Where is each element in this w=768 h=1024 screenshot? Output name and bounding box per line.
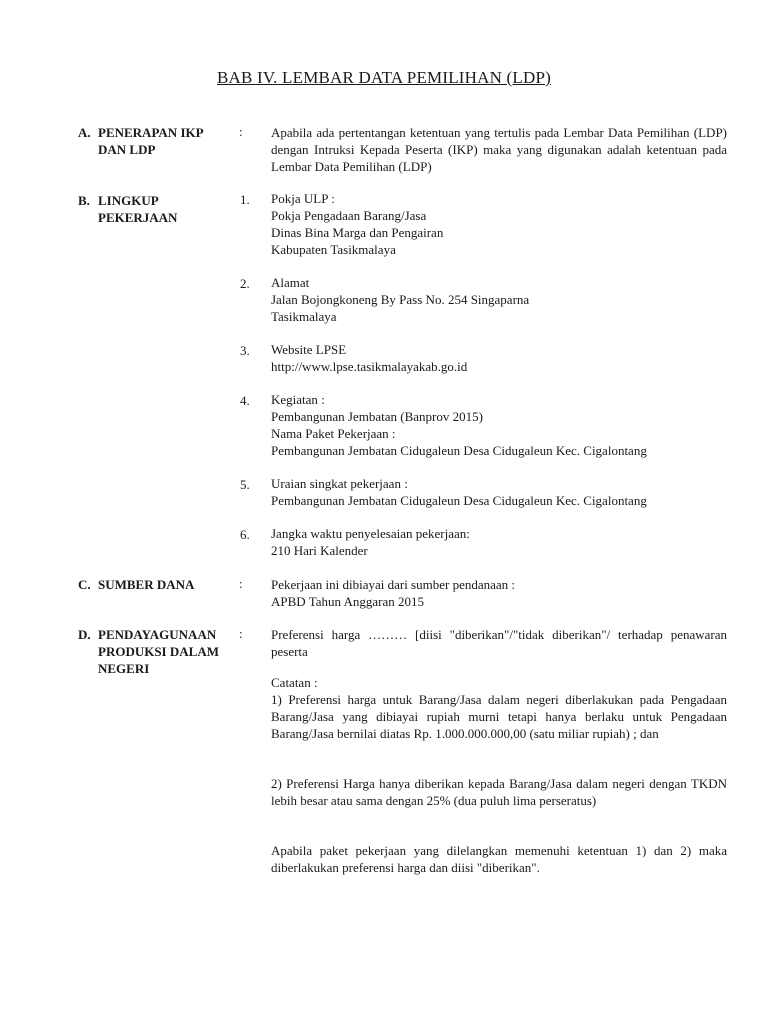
section-c-text <box>271 576 727 610</box>
item-4-text <box>271 391 727 459</box>
item-line: Jangka waktu penyelesaian pekerjaan: <box>271 526 470 541</box>
item-line: Pembangunan Jembatan Cidugaleun Desa Cidugaleun Kec. Cigalontang <box>271 493 647 508</box>
item-3-text <box>271 341 727 375</box>
preference-text: Preferensi harga ……… [diisi "diberikan"/"tidak diberikan"/ terhadap penawaran peserta <box>271 627 727 659</box>
item-line: Alamat <box>271 275 310 290</box>
section-c-letter: C. <box>78 577 91 592</box>
item-line: Nama Paket Pekerjaan : <box>271 426 396 441</box>
item-line: 210 Hari Kalender <box>271 543 368 558</box>
item-5-number: 5. <box>240 477 250 492</box>
item-line: http://www.lpse.tasikmalayakab.go.id <box>271 359 468 374</box>
item-line: Pokja Pengadaan Barang/Jasa <box>271 208 427 223</box>
section-a-colon: : <box>239 124 243 139</box>
item-line: Pembangunan Jembatan (Banprov 2015) <box>271 409 483 424</box>
section-b-label: LINGKUP PEKERJAAN <box>98 193 178 225</box>
item-line: Kabupaten Tasikmalaya <box>271 242 396 257</box>
item-6-text <box>271 525 727 559</box>
section-a-letter: A. <box>78 125 91 140</box>
section-a-label: PENERAPAN IKP DAN LDP <box>98 125 203 157</box>
closing-text: Apabila paket pekerjaan yang dilelangkan memenuhi ketentuan 1) dan 2) maka diberlakukan preferensi harga dan diisi "diberikan". <box>271 843 727 875</box>
item-4-number: 4. <box>240 393 250 408</box>
item-2-number: 2. <box>240 276 250 291</box>
item-line: Uraian singkat pekerjaan : <box>271 476 408 491</box>
section-d-label: PENDAYAGUNAAN PRODUKSI DALAM NEGERI <box>98 627 219 676</box>
item-line: Tasikmalaya <box>271 309 337 324</box>
item-1-number: 1. <box>240 192 250 207</box>
item-line: Jalan Bojongkoneng By Pass No. 254 Singaparna <box>271 292 530 307</box>
note-1: 1) Preferensi harga untuk Barang/Jasa dalam negeri diberlakukan pada Pengadaan Barang/Jasa yang dibiayai rupiah murni tetapi hanya berlaku untuk Pengadaan Barang/Jasa bernilai diatas Rp. 1.000.000.000,00 (satu miliar rupiah) ; dan <box>271 692 727 741</box>
section-c-label: SUMBER DANA <box>98 577 195 592</box>
section-d-colon: : <box>239 626 243 641</box>
note-2: 2) Preferensi Harga hanya diberikan kepada Barang/Jasa dalam negeri dengan TKDN lebih besar atau sama dengan 25% (dua puluh lima perseratus) <box>271 776 727 808</box>
item-6-number: 6. <box>240 527 250 542</box>
note-heading: Catatan : <box>271 675 318 690</box>
item-line: Kegiatan : <box>271 392 325 407</box>
section-d-letter: D. <box>78 627 91 642</box>
page-title: BAB IV. LEMBAR DATA PEMILIHAN (LDP) <box>216 68 551 87</box>
item-3-number: 3. <box>240 343 250 358</box>
funding-line: Pekerjaan ini dibiayai dari sumber pendanaan : <box>271 577 516 592</box>
item-line: Dinas Bina Marga dan Pengairan <box>271 225 444 240</box>
item-1-text <box>271 190 727 258</box>
section-a-text: Apabila ada pertentangan ketentuan yang tertulis pada Lembar Data Pemilihan (LDP) dengan Intruksi Kepada Peserta (IKP) maka yang digunakan adalah ketentuan pada Lembar Data Pemilihan (LDP) <box>271 125 727 174</box>
item-line: Pembangunan Jembatan Cidugaleun Desa Cidugaleun Kec. Cigalontang <box>271 443 647 458</box>
item-2-text <box>271 274 727 325</box>
item-5-text <box>271 475 727 509</box>
section-c-colon: : <box>239 576 243 591</box>
item-line: Pokja ULP : <box>271 191 335 206</box>
section-b-letter: B. <box>78 193 90 208</box>
item-line: Website LPSE <box>271 342 347 357</box>
funding-line: APBD Tahun Anggaran 2015 <box>271 594 425 609</box>
